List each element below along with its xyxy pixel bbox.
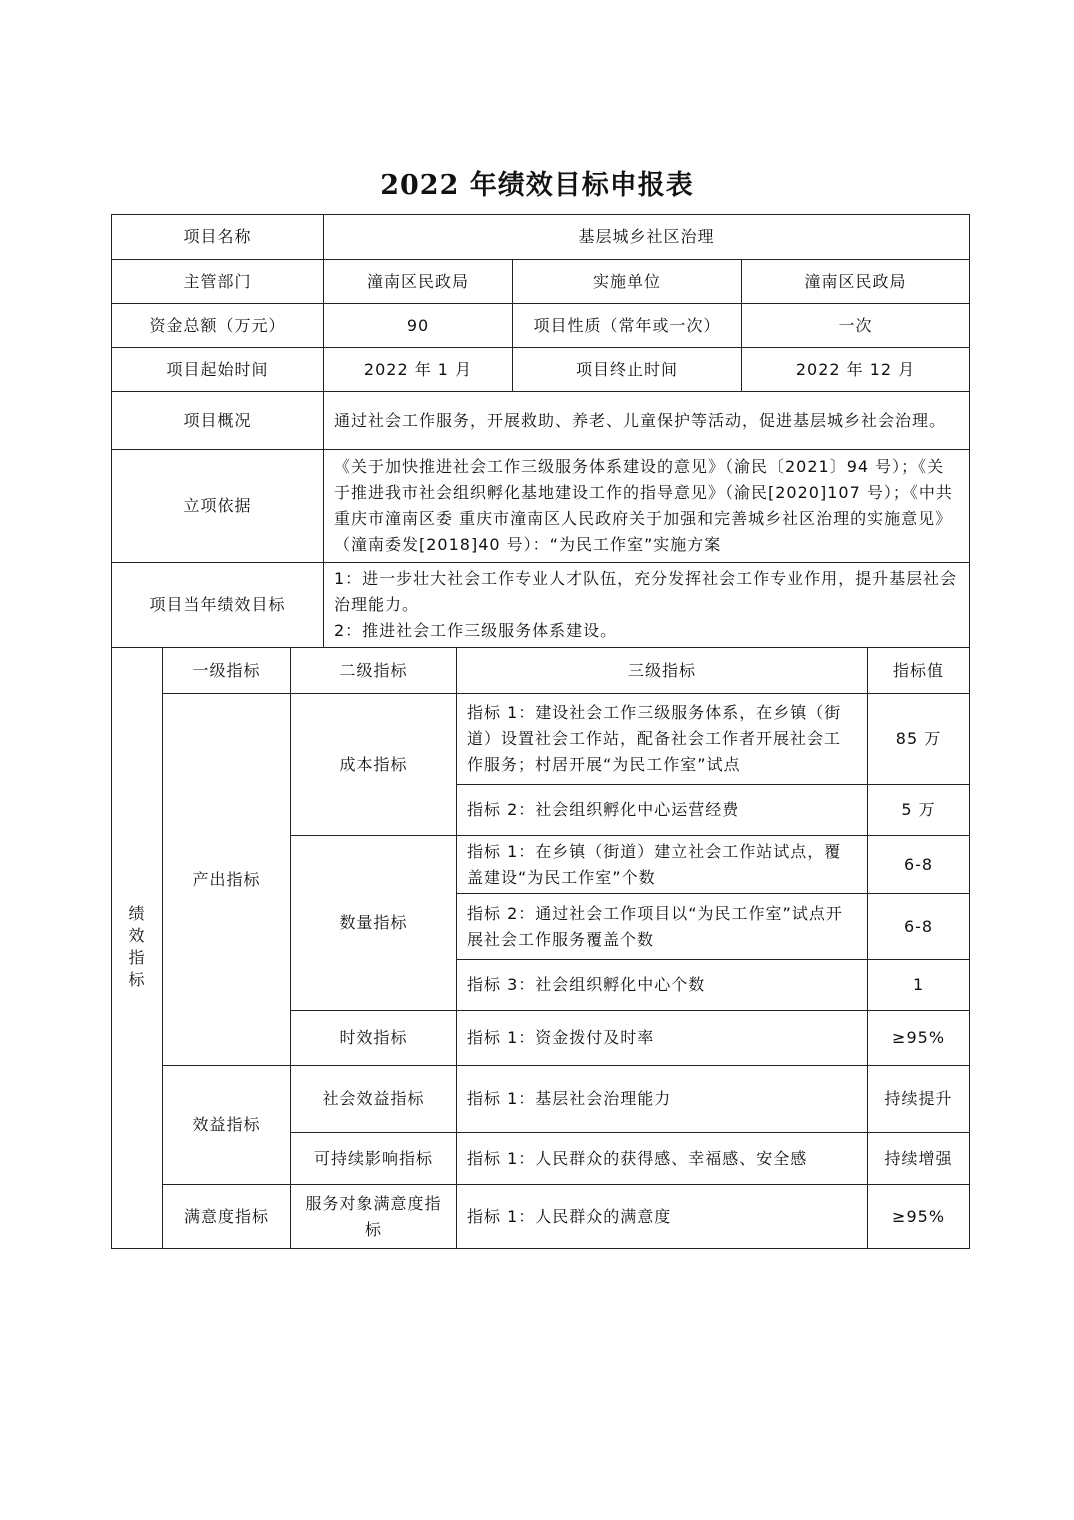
benefit-label: 效益指标 [163,1066,291,1185]
basis-label: 立项依据 [112,450,324,563]
goal-value [324,563,970,648]
satisfaction-indicator-1-value: ≥95% [868,1185,970,1249]
overview-label: 项目概况 [112,392,324,450]
sustain-indicator-1: 指标 1：人民群众的获得感、幸福感、安全感 [457,1133,868,1185]
satisfaction-label: 满意度指标 [163,1185,291,1249]
social-label: 社会效益指标 [291,1066,457,1133]
overview-value: 通过社会工作服务，开展救助、养老、儿童保护等活动，促进基层城乡社会治理。 [324,392,970,450]
satisfaction-indicator-1: 指标 1：人民群众的满意度 [457,1185,868,1249]
qty-label: 数量指标 [291,836,457,1011]
qty-indicator-3: 指标 3：社会组织孵化中心个数 [457,960,868,1011]
basis-value: 《关于加快推进社会工作三级服务体系建设的意见》（渝民〔2021〕94 号）；《关于推进我市社会组织孵化基地建设工作的指导意见》（渝民[2020]107 号）；《中共重庆市潼南区委 重庆市潼南区人民政府关于加强和完善城乡社区治理的实施意见》（潼南委发[2018]40 号）：“为民工作室”实施方案 [324,450,970,563]
table-row [112,1066,970,1133]
qty-indicator-2-value: 6-8 [868,894,970,960]
impl-value: 潼南区民政局 [742,260,970,304]
cost-label: 成本指标 [291,694,457,836]
table-row [112,304,970,348]
goal-item-2: 2：推进社会工作三级服务体系建设。 [334,621,618,640]
goal-label: 项目当年绩效目标 [112,563,324,648]
table-row [112,694,970,785]
impl-label: 实施单位 [513,260,742,304]
start-value: 2022 年 1 月 [324,348,513,392]
time-indicator-1-value: ≥95% [868,1011,970,1066]
table-row [112,450,970,563]
table-row [112,215,970,260]
table-row [112,1185,970,1249]
social-indicator-1: 指标 1：基层社会治理能力 [457,1066,868,1133]
table-row [112,260,970,304]
table-row [112,648,970,694]
qty-indicator-1-value: 6-8 [868,836,970,894]
indicators-side-label: 绩效指标 [112,648,163,1249]
sustain-indicator-1-value: 持续增强 [868,1133,970,1185]
time-indicator-1: 指标 1：资金拨付及时率 [457,1011,868,1066]
table-row [112,392,970,450]
header-level2: 二级指标 [291,648,457,694]
table-row [112,348,970,392]
header-level1: 一级指标 [163,648,291,694]
output-label: 产出指标 [163,694,291,1066]
start-label: 项目起始时间 [112,348,324,392]
end-label: 项目终止时间 [513,348,742,392]
header-value: 指标值 [868,648,970,694]
qty-indicator-1: 指标 1：在乡镇（街道）建立社会工作站试点，覆盖建设“为民工作室”个数 [457,836,868,894]
satisfaction-sub-label: 服务对象满意度指标 [291,1185,457,1249]
nature-label: 项目性质（常年或一次） [513,304,742,348]
cost-indicator-1: 指标 1：建设社会工作三级服务体系，在乡镇（街道）设置社会工作站，配备社会工作者开展社会工作服务；村居开展“为民工作室”试点 [457,694,868,785]
time-label: 时效指标 [291,1011,457,1066]
cost-indicator-2-value: 5 万 [868,785,970,836]
qty-indicator-3-value: 1 [868,960,970,1011]
page-title: 2022 年绩效目标申报表 [380,170,694,201]
header-level3: 三级指标 [457,648,868,694]
table-row [112,563,970,648]
goal-item-1: 1：进一步壮大社会工作专业人才队伍，充分发挥社会工作专业作用，提升基层社会治理能力。 [334,569,958,614]
sustain-label: 可持续影响指标 [291,1133,457,1185]
fund-value: 90 [324,304,513,348]
cost-indicator-2: 指标 2：社会组织孵化中心运营经费 [457,785,868,836]
project-name-value: 基层城乡社区治理 [324,215,970,260]
social-indicator-1-value: 持续提升 [868,1066,970,1133]
dept-label: 主管部门 [112,260,324,304]
cost-indicator-1-value: 85 万 [868,694,970,785]
fund-label: 资金总额（万元） [112,304,324,348]
performance-table [111,214,970,1249]
nature-value: 一次 [742,304,970,348]
project-name-label: 项目名称 [112,215,324,260]
qty-indicator-2: 指标 2：通过社会工作项目以“为民工作室”试点开展社会工作服务覆盖个数 [457,894,868,960]
end-value: 2022 年 12 月 [742,348,970,392]
dept-value: 潼南区民政局 [324,260,513,304]
